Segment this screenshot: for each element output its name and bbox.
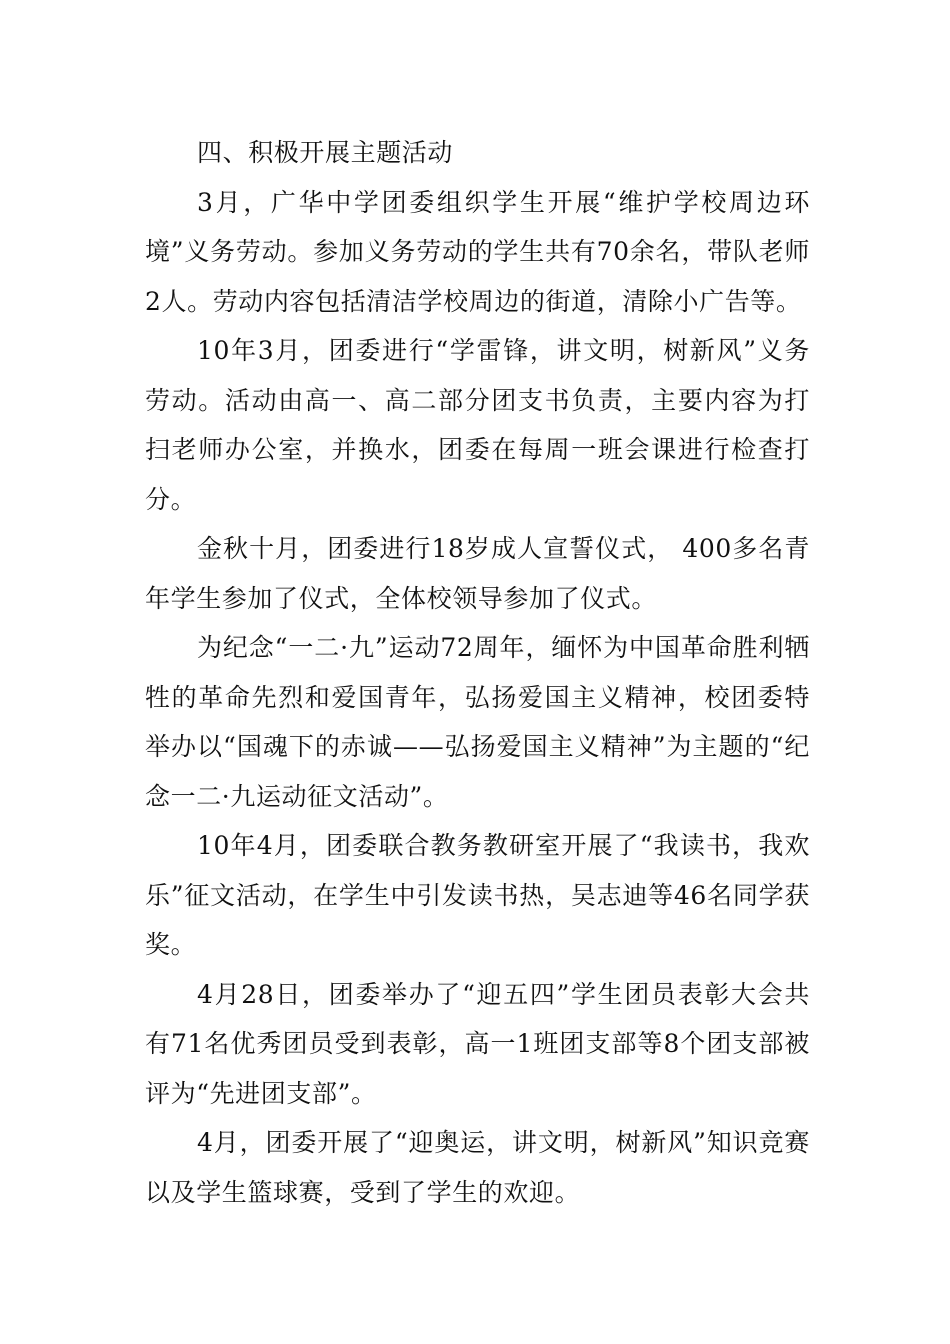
paragraph-environment-labor: 3月，广华中学团委组织学生开展“维护学校周边环境”义务劳动。参加义务劳动的学生共有70余名，带队老师2人。劳动内容包括清洁学校周边的街道，清除小广告等。 <box>145 187 810 316</box>
paragraph-may-fourth-awards: 4月28日，团委举办了“迎五四”学生团员表彰大会共有71名优秀团员受到表彰，高一1班团支部等8个团支部被评为“先进团支部”。 <box>145 979 810 1108</box>
paragraph-december-ninth-essay: 为纪念“一二·九”运动72周年，缅怀为中国革命胜利牺牲的革命先烈和爱国青年，弘扬爱国主义精神，校团委特举办以“国魂下的赤诚——弘扬爱国主义精神”为主题的“纪念一二·九运动征文活动”。 <box>145 633 810 811</box>
paragraph-lei-feng-labor: 10年3月，团委进行“学雷锋，讲文明，树新风”义务劳动。活动由高一、高二部分团支书负责，主要内容为打扫老师办公室，并换水，团委在每周一班会课进行检查打分。 <box>145 336 810 514</box>
paragraph-coming-of-age-ceremony: 金秋十月，团委进行18岁成人宣誓仪式， 400多名青年学生参加了仪式，全体校领导参加了仪式。 <box>145 534 810 613</box>
document-body <box>145 128 810 1217</box>
paragraph-olympics-quiz: 4月，团委开展了“迎奥运，讲文明，树新风”知识竞赛以及学生篮球赛，受到了学生的欢迎。 <box>145 1128 810 1207</box>
paragraph-reading-essay: 10年4月，团委联合教务教研室开展了“我读书，我欢乐”征文活动，在学生中引发读书热，吴志迪等46名同学获奖。 <box>145 831 810 959</box>
section-heading: 四、积极开展主题活动 <box>197 138 454 167</box>
